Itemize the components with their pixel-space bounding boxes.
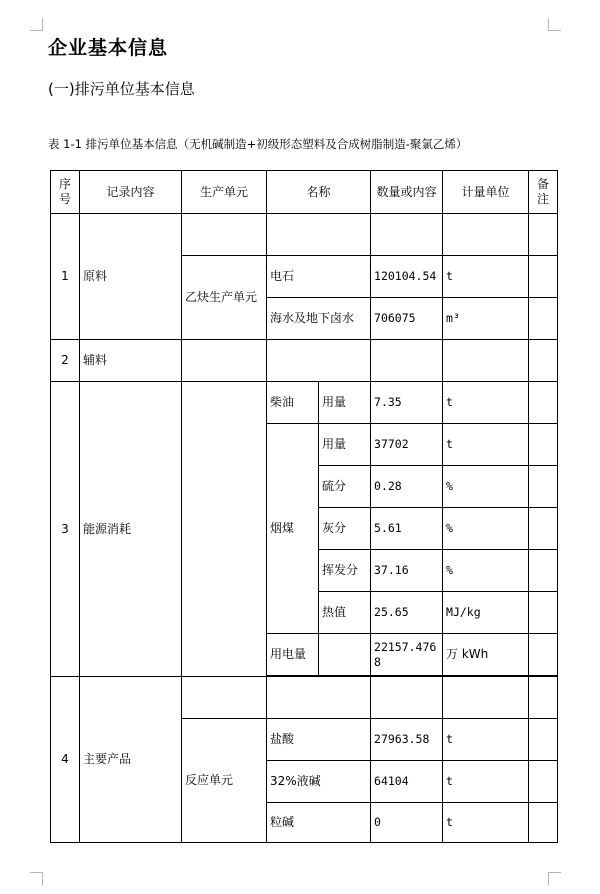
- item-measure: %: [443, 550, 529, 592]
- production-unit: 乙炔生产单元: [182, 256, 267, 340]
- row-record: 辅料: [80, 340, 182, 382]
- table-row: [51, 340, 558, 382]
- item-name: 海水及地下卤水: [267, 298, 371, 340]
- item-quantity: 37.16: [371, 550, 443, 592]
- remark-cell: [529, 719, 558, 761]
- item-name: 粒碱: [267, 803, 371, 843]
- remark-cell: [529, 256, 558, 298]
- header-seq: 序号: [51, 171, 80, 214]
- item-sub-name: 用量: [319, 424, 371, 466]
- item-name: 烟煤: [267, 424, 319, 634]
- item-quantity: 706075: [371, 298, 443, 340]
- page-corner-mark: [548, 18, 561, 31]
- remark-cell: [529, 424, 558, 466]
- item-measure: t: [443, 424, 529, 466]
- item-quantity: 37702: [371, 424, 443, 466]
- item-sub-name: 用量: [319, 382, 371, 424]
- remark-cell: [529, 550, 558, 592]
- item-quantity: 7.35: [371, 382, 443, 424]
- remark-cell: [529, 382, 558, 424]
- table-row: [51, 214, 558, 256]
- empty-cell: [267, 677, 371, 719]
- empty-cell: [529, 677, 558, 719]
- remark-cell: [529, 761, 558, 803]
- basic-info-table: [50, 170, 558, 843]
- header-quantity: 数量或内容: [371, 171, 443, 214]
- header-remark: 备注: [529, 171, 558, 214]
- row-record: 主要产品: [80, 677, 182, 843]
- empty-cell: [443, 340, 529, 382]
- item-name: 用电量: [267, 634, 319, 676]
- item-measure: t: [443, 719, 529, 761]
- item-quantity: 25.65: [371, 592, 443, 634]
- production-unit: 反应单元: [182, 719, 267, 843]
- empty-cell: [371, 214, 443, 256]
- empty-cell: [267, 214, 371, 256]
- item-sub-name: 硫分: [319, 466, 371, 508]
- item-quantity: 5.61: [371, 508, 443, 550]
- remark-cell: [529, 803, 558, 843]
- item-quantity: 0.28: [371, 466, 443, 508]
- empty-cell: [371, 340, 443, 382]
- item-sub-name: 挥发分: [319, 550, 371, 592]
- item-measure: %: [443, 508, 529, 550]
- empty-cell: [182, 677, 267, 719]
- remark-cell: [529, 634, 558, 676]
- header-record: 记录内容: [80, 171, 182, 214]
- item-name: 电石: [267, 256, 371, 298]
- empty-cell: [319, 634, 371, 676]
- section-heading: (一)排污单位基本信息: [48, 80, 195, 98]
- page-corner-mark: [548, 872, 561, 885]
- empty-cell: [443, 214, 529, 256]
- header-production-unit: 生产单元: [182, 171, 267, 214]
- header-measure-unit: 计量单位: [443, 171, 529, 214]
- item-name: 柴油: [267, 382, 319, 424]
- row-record: 原料: [80, 214, 182, 340]
- item-name: 盐酸: [267, 719, 371, 761]
- remark-cell: [529, 592, 558, 634]
- remark-cell: [529, 466, 558, 508]
- row-record: 能源消耗: [80, 382, 182, 677]
- item-quantity: 64104: [371, 761, 443, 803]
- empty-cell: [529, 214, 558, 256]
- row-seq: 1: [51, 214, 80, 340]
- remark-cell: [529, 508, 558, 550]
- item-sub-name: 灰分: [319, 508, 371, 550]
- item-quantity: 120104.54: [371, 256, 443, 298]
- item-measure: t: [443, 761, 529, 803]
- table-row: [51, 677, 558, 719]
- header-name: 名称: [267, 171, 371, 214]
- row-seq: 4: [51, 677, 80, 843]
- table-row: [51, 382, 558, 424]
- item-measure: %: [443, 466, 529, 508]
- empty-cell: [529, 340, 558, 382]
- item-name: 32%液碱: [267, 761, 371, 803]
- item-measure: 万 kWh: [443, 634, 529, 676]
- item-measure: MJ/kg: [443, 592, 529, 634]
- empty-cell: [371, 677, 443, 719]
- row-seq: 3: [51, 382, 80, 677]
- row-seq: 2: [51, 340, 80, 382]
- item-measure: t: [443, 256, 529, 298]
- remark-cell: [529, 298, 558, 340]
- empty-cell: [443, 677, 529, 719]
- table-header-row: [51, 171, 558, 214]
- item-sub-name: 热值: [319, 592, 371, 634]
- empty-cell: [267, 340, 371, 382]
- item-measure: t: [443, 803, 529, 843]
- empty-cell: [182, 214, 267, 256]
- page-title: 企业基本信息: [48, 37, 169, 59]
- item-measure: m³: [443, 298, 529, 340]
- item-quantity: 0: [371, 803, 443, 843]
- page-corner-mark: [30, 872, 43, 885]
- item-measure: t: [443, 382, 529, 424]
- table-caption: 表 1-1 排污单位基本信息（无机碱制造+初级形态塑料及合成树脂制造-聚氯乙烯）: [48, 137, 468, 151]
- item-quantity: 22157.4768: [371, 634, 443, 676]
- empty-cell: [182, 382, 267, 677]
- empty-cell: [182, 340, 267, 382]
- page-corner-mark: [30, 18, 43, 31]
- item-quantity: 27963.58: [371, 719, 443, 761]
